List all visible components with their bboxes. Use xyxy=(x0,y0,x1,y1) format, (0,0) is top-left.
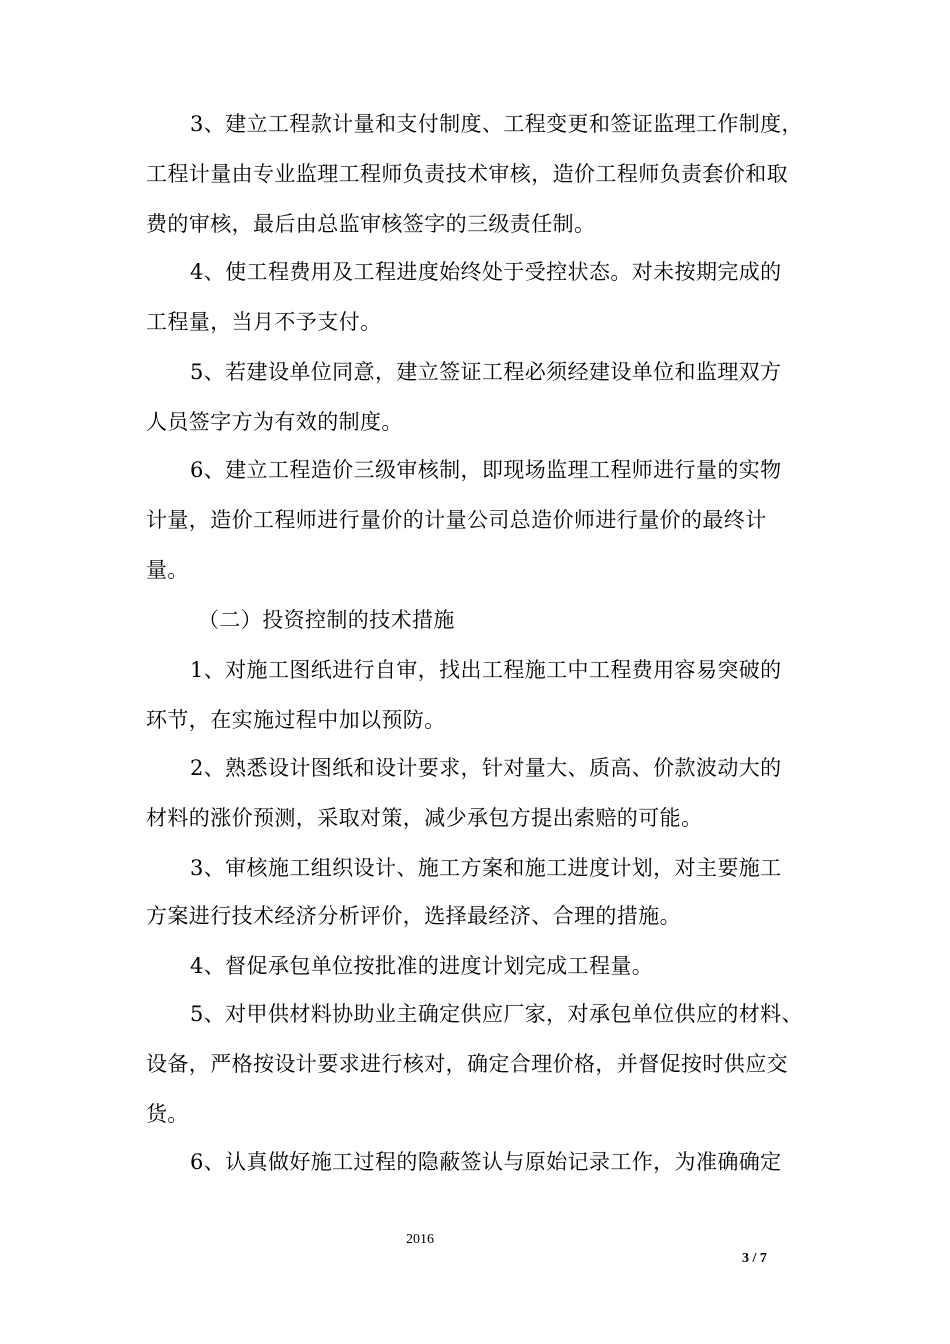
page-number: 3 / 7 xyxy=(742,1251,767,1266)
text-line: 3、审核施工组织设计、施工方案和施工进度计划，对主要施工 xyxy=(190,856,782,880)
text-line: （二）投资控制的技术措施 xyxy=(198,608,455,632)
text-line: 6、建立工程造价三级审核制，即现场监理工程师进行量的实物 xyxy=(190,458,782,482)
text-line: 计量，造价工程师进行量价的计量公司总造价师进行量价的最终计 xyxy=(146,508,767,532)
text-line: 设备，严格按设计要求进行核对，确定合理价格，并督促按时供应交 xyxy=(146,1052,788,1076)
text-line: 5、对甲供材料协助业主确定供应厂家，对承包单位供应的材料、 xyxy=(190,1002,803,1026)
text-line: 工程量，当月不予支付。 xyxy=(146,310,382,334)
text-line: 量。 xyxy=(146,558,189,582)
text-line: 方案进行技术经济分析评价，选择最经济、合理的措施。 xyxy=(146,904,681,928)
text-line: 人员签字方为有效的制度。 xyxy=(146,410,403,434)
text-line: 工程计量由专业监理工程师负责技术审核，造价工程师负责套价和取 xyxy=(146,162,788,186)
text-line: 2、熟悉设计图纸和设计要求，针对量大、质高、价款波动大的 xyxy=(190,756,782,780)
text-line: 5、若建设单位同意，建立签证工程必须经建设单位和监理双方 xyxy=(190,360,782,384)
text-line: 4、督促承包单位按批准的进度计划完成工程量。 xyxy=(190,954,654,978)
text-line: 6、认真做好施工过程的隐蔽签认与原始记录工作，为准确确定 xyxy=(190,1150,782,1174)
text-line: 费的审核，最后由总监审核签字的三级责任制。 xyxy=(146,212,596,236)
text-line: 4、使工程费用及工程进度始终处于受控状态。对未按期完成的 xyxy=(190,260,782,284)
text-line: 材料的涨价预测，采取对策，减少承包方提出索赔的可能。 xyxy=(146,806,703,830)
footer-year: 2016 xyxy=(406,1232,434,1247)
text-line: 环节，在实施过程中加以预防。 xyxy=(146,708,446,732)
text-line: 货。 xyxy=(146,1102,189,1126)
text-line: 3、建立工程款计量和支付制度、工程变更和签证监理工作制度， xyxy=(190,112,803,136)
text-line: 1、对施工图纸进行自审，找出工程施工中工程费用容易突破的 xyxy=(190,658,782,682)
